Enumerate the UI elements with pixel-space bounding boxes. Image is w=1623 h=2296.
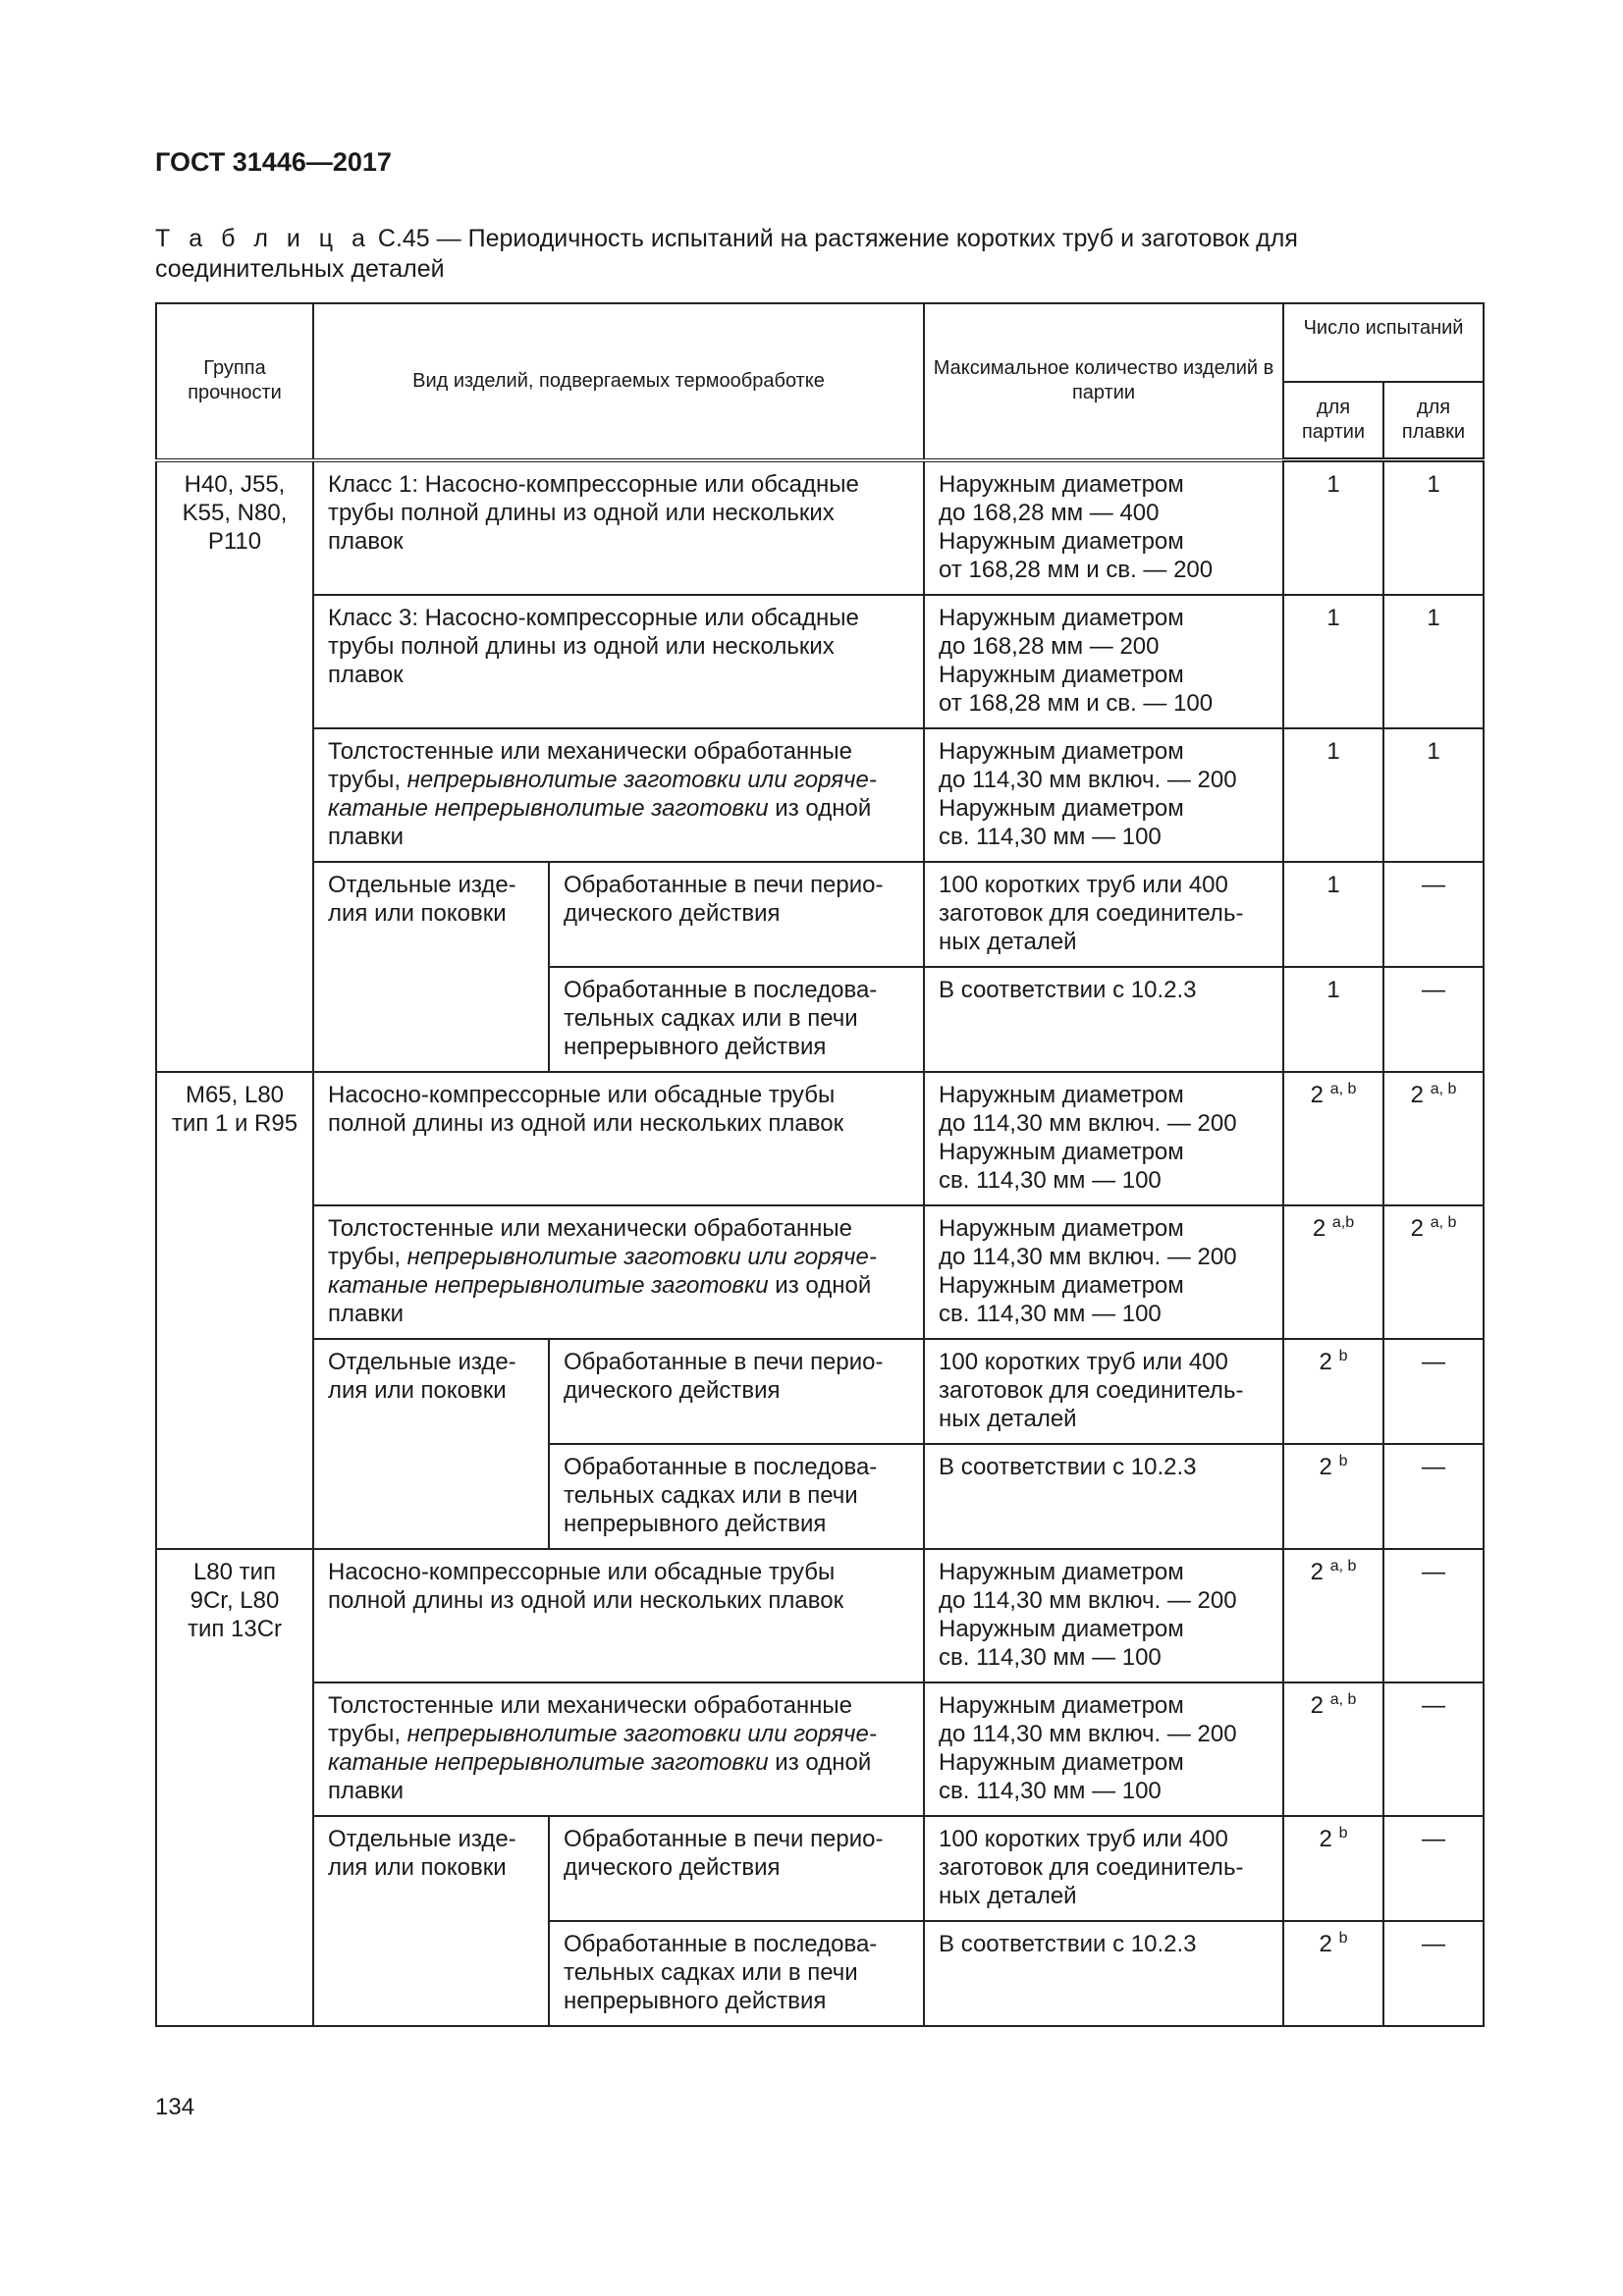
caption-text: С.45 — Периодичность испытаний на растяжение коротких труб и заготовок для соединительных деталей bbox=[155, 225, 1298, 283]
tests-per-heat: 1 bbox=[1383, 460, 1484, 595]
table-row bbox=[156, 728, 1484, 862]
table-caption bbox=[155, 224, 1481, 285]
header-per-heat: для плавки bbox=[1383, 382, 1484, 460]
max-qty: Наружным диаметром до 114,30 мм включ. — 200 Наружным диаметром св. 114,30 мм — 100 bbox=[924, 1549, 1283, 1682]
product-desc: Обработанные в печи перио-дического действия bbox=[549, 862, 924, 967]
max-qty: 100 коротких труб или 400 заготовок для соединитель-ных деталей bbox=[924, 1816, 1283, 1921]
tests-per-heat: — bbox=[1383, 1339, 1484, 1444]
tests-per-heat: 2 $^{a, b}$ bbox=[1383, 1205, 1484, 1339]
header-per-lot: для партии bbox=[1283, 382, 1383, 460]
tests-per-heat: — bbox=[1383, 1816, 1484, 1921]
group-name: L80 тип 9Cr, L80 тип 13Cr bbox=[156, 1549, 313, 2026]
max-qty: В соответствии с 10.2.3 bbox=[924, 1444, 1283, 1549]
group-name: M65, L80 тип 1 и R95 bbox=[156, 1072, 313, 1549]
tests-per-heat: — bbox=[1383, 1682, 1484, 1816]
table-row bbox=[156, 1549, 1484, 1682]
table-row bbox=[156, 460, 1484, 595]
tests-per-lot: 1 bbox=[1283, 862, 1383, 967]
caption-label: Т а б л и ц а bbox=[155, 225, 371, 252]
max-qty: Наружным диаметром до 114,30 мм включ. — 200 Наружным диаметром св. 114,30 мм — 100 bbox=[924, 1072, 1283, 1205]
max-qty: Наружным диаметром до 168,28 мм — 400 Наружным диаметром от 168,28 мм и св. — 200 bbox=[924, 460, 1283, 595]
max-qty: 100 коротких труб или 400 заготовок для соединитель-ных деталей bbox=[924, 862, 1283, 967]
tests-per-lot: 2 $^b$ bbox=[1283, 1444, 1383, 1549]
max-qty: В соответствии с 10.2.3 bbox=[924, 1921, 1283, 2026]
max-qty: Наружным диаметром до 114,30 мм включ. — 200 Наружным диаметром св. 114,30 мм — 100 bbox=[924, 1682, 1283, 1816]
tests-per-heat: — bbox=[1383, 1444, 1484, 1549]
header-group: Группа прочности bbox=[156, 303, 313, 460]
table-row bbox=[156, 1816, 1484, 1921]
product-desc: Обработанные в печи перио-дического действия bbox=[549, 1339, 924, 1444]
tests-per-lot: 1 bbox=[1283, 728, 1383, 862]
max-qty: Наружным диаметром до 114,30 мм включ. — 200 Наружным диаметром св. 114,30 мм — 100 bbox=[924, 728, 1283, 862]
header-tests-count: Число испытаний bbox=[1283, 303, 1484, 382]
product-desc: Насосно-компрессорные или обсадные трубы полной длины из одной или нескольких плавок bbox=[313, 1072, 924, 1205]
table-row bbox=[156, 1339, 1484, 1444]
group-name: H40, J55, K55, N80, P110 bbox=[156, 460, 313, 1072]
product-subtype: Отдельные изде-лия или поковки bbox=[313, 1339, 549, 1549]
tests-per-lot: 2 $^b$ bbox=[1283, 1816, 1383, 1921]
header-product-type: Вид изделий, подвергаемых термообработке bbox=[313, 303, 924, 460]
table-row bbox=[156, 595, 1484, 728]
product-desc: Толстостенные или механически обработанные трубы, непрерывнолитые заготовки или горяче-катаные непрерывнолитые заготовки из одной плавки bbox=[313, 1205, 924, 1339]
max-qty: 100 коротких труб или 400 заготовок для соединитель-ных деталей bbox=[924, 1339, 1283, 1444]
tests-per-lot: 1 bbox=[1283, 595, 1383, 728]
tests-per-lot: 2 $^b$ bbox=[1283, 1921, 1383, 2026]
test-frequency-table bbox=[155, 302, 1485, 2027]
tests-per-heat: 1 bbox=[1383, 595, 1484, 728]
table-row bbox=[156, 1205, 1484, 1339]
table-row bbox=[156, 1072, 1484, 1205]
max-qty: В соответствии с 10.2.3 bbox=[924, 967, 1283, 1072]
tests-per-heat: — bbox=[1383, 862, 1484, 967]
tests-per-lot: 2 $^{a, b}$ bbox=[1283, 1682, 1383, 1816]
max-qty: Наружным диаметром до 168,28 мм — 200 Наружным диаметром от 168,28 мм и св. — 100 bbox=[924, 595, 1283, 728]
tests-per-lot: 1 bbox=[1283, 460, 1383, 595]
product-desc: Толстостенные или механически обработанные трубы, непрерывнолитые заготовки или горяче-катаные непрерывнолитые заготовки из одной плавки bbox=[313, 1682, 924, 1816]
document-code: ГОСТ 31446—2017 bbox=[155, 147, 392, 177]
product-subtype: Отдельные изде-лия или поковки bbox=[313, 1816, 549, 2026]
page-number: 134 bbox=[155, 2094, 195, 2120]
tests-per-heat: — bbox=[1383, 967, 1484, 1072]
tests-per-heat: 2 $^{a, b}$ bbox=[1383, 1072, 1484, 1205]
tests-per-lot: 1 bbox=[1283, 967, 1383, 1072]
table-row bbox=[156, 862, 1484, 967]
product-desc: Обработанные в последова-тельных садках или в печи непрерывного действия bbox=[549, 1921, 924, 2026]
product-desc: Класс 1: Насосно-компрессорные или обсадные трубы полной длины из одной или нескольких плавок bbox=[313, 460, 924, 595]
product-desc: Класс 3: Насосно-компрессорные или обсадные трубы полной длины из одной или нескольких плавок bbox=[313, 595, 924, 728]
tests-per-heat: — bbox=[1383, 1921, 1484, 2026]
header-max-qty: Максимальное количество изделий в партии bbox=[924, 303, 1283, 460]
product-subtype: Отдельные изде-лия или поковки bbox=[313, 862, 549, 1072]
product-desc: Обработанные в печи перио-дического действия bbox=[549, 1816, 924, 1921]
tests-per-lot: 2 $^{a, b}$ bbox=[1283, 1549, 1383, 1682]
tests-per-lot: 2 $^b$ bbox=[1283, 1339, 1383, 1444]
tests-per-heat: 1 bbox=[1383, 728, 1484, 862]
table-row bbox=[156, 1682, 1484, 1816]
product-desc: Насосно-компрессорные или обсадные трубы полной длины из одной или нескольких плавок bbox=[313, 1549, 924, 1682]
tests-per-lot: 2 $^{a, b}$ bbox=[1283, 1072, 1383, 1205]
tests-per-lot: 2 $^{a,b}$ bbox=[1283, 1205, 1383, 1339]
product-desc: Толстостенные или механически обработанные трубы, непрерывнолитые заготовки или горяче-катаные непрерывнолитые заготовки из одной плавки bbox=[313, 728, 924, 862]
product-desc: Обработанные в последова-тельных садках или в печи непрерывного действия bbox=[549, 1444, 924, 1549]
tests-per-heat: — bbox=[1383, 1549, 1484, 1682]
product-desc: Обработанные в последова-тельных садках или в печи непрерывного действия bbox=[549, 967, 924, 1072]
max-qty: Наружным диаметром до 114,30 мм включ. — 200 Наружным диаметром св. 114,30 мм — 100 bbox=[924, 1205, 1283, 1339]
